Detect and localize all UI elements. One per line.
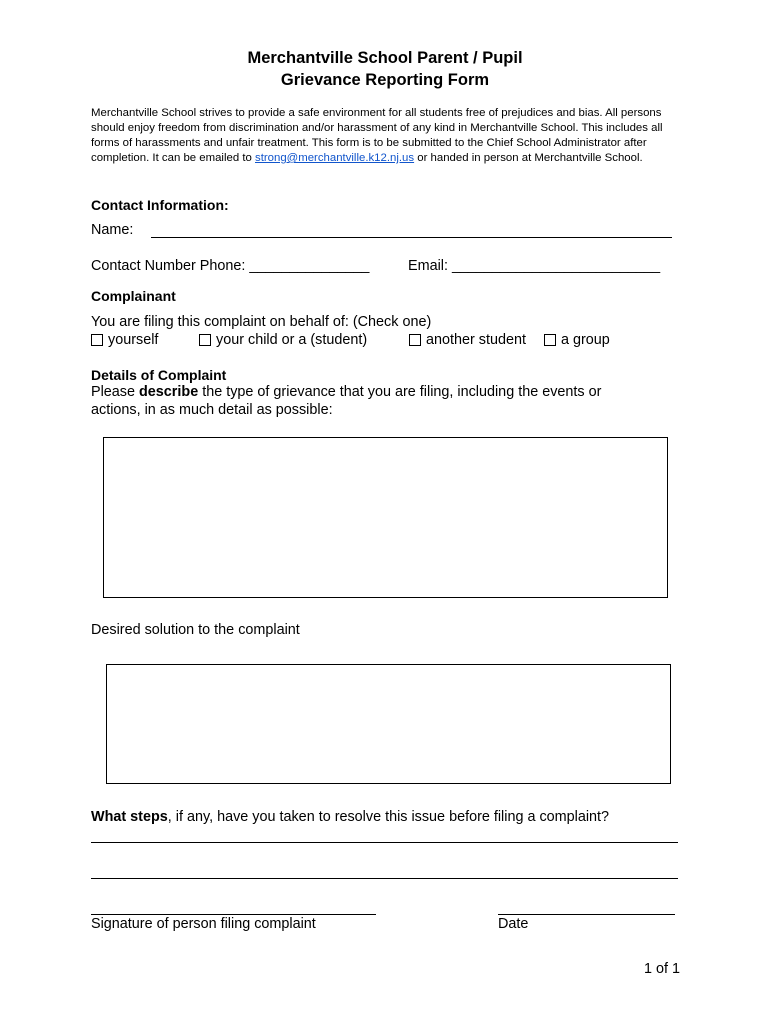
details-heading: Details of Complaint: [91, 367, 227, 383]
phone-label: Contact Number Phone: _______________: [91, 258, 370, 274]
intro-text-end: or handed in person at Merchantville School.: [414, 152, 643, 164]
checkbox-a-group[interactable]: [544, 334, 556, 346]
name-field[interactable]: [153, 220, 668, 236]
signature-line[interactable]: [91, 914, 376, 915]
details-textbox[interactable]: [103, 437, 668, 598]
date-label: Date: [498, 916, 529, 932]
intro-paragraph: [91, 106, 691, 166]
form-title: [0, 47, 770, 91]
complainant-heading: Complainant: [91, 288, 176, 304]
option-your-child-label: your child or a (student): [216, 332, 368, 348]
details-prompt-pre: Please: [91, 384, 139, 400]
details-prompt-post: the type of grievance that you are filing, including the events or: [198, 384, 602, 400]
signature-label: Signature of person filing complaint: [91, 916, 316, 932]
option-another-student-label: another student: [426, 332, 527, 348]
option-a-group-label: a group: [561, 332, 610, 348]
checkbox-another-student[interactable]: [409, 334, 421, 346]
steps-label-rest: , if any, have you taken to resolve this issue before filing a complaint?: [167, 809, 610, 825]
name-label: Name:: [91, 222, 134, 238]
title-line-1: Merchantville School Parent / Pupil: [247, 49, 523, 67]
contact-heading: Contact Information:: [91, 197, 229, 213]
intro-text: Merchantville School strives to provide a safe environment for all students free of prejudices and bias. All persons should enjoy freedom from discrimination and/or harassment of any kind in Merchantville School. This includes all forms of harassments and unfair treatment. This form is to be submitted to the Chief School Administrator after completion. It can be emailed to: [91, 107, 663, 164]
name-field-line: [151, 237, 672, 238]
checkbox-yourself[interactable]: [91, 334, 103, 346]
details-prompt-line-2: actions, in as much detail as possible:: [91, 402, 333, 418]
option-yourself[interactable]: [91, 332, 158, 348]
date-line[interactable]: [498, 914, 675, 915]
phone-field[interactable]: [256, 256, 380, 272]
option-another-student[interactable]: [409, 332, 526, 348]
title-line-2: Grievance Reporting Form: [280, 71, 490, 89]
complainant-prompt: You are filing this complaint on behalf of: (Check one): [91, 314, 432, 330]
option-a-group[interactable]: [544, 332, 610, 348]
details-prompt: [91, 384, 601, 400]
option-your-child[interactable]: [199, 332, 367, 348]
solution-textbox[interactable]: [106, 664, 671, 784]
option-yourself-label: yourself: [108, 332, 159, 348]
steps-label: [91, 809, 609, 825]
checkbox-your-child[interactable]: [199, 334, 211, 346]
contact-email-link[interactable]: strong@merchantville.k12.nj.us: [255, 152, 415, 164]
solution-label: Desired solution to the complaint: [91, 622, 300, 638]
page-number: 1 of 1: [644, 961, 681, 977]
details-prompt-bold: describe: [139, 384, 199, 400]
steps-answer-line-2[interactable]: [91, 878, 678, 879]
steps-label-bold: What steps: [91, 809, 168, 825]
email-field[interactable]: [456, 256, 662, 272]
steps-answer-line-1[interactable]: [91, 842, 678, 843]
email-label: Email: __________________________: [408, 258, 661, 274]
